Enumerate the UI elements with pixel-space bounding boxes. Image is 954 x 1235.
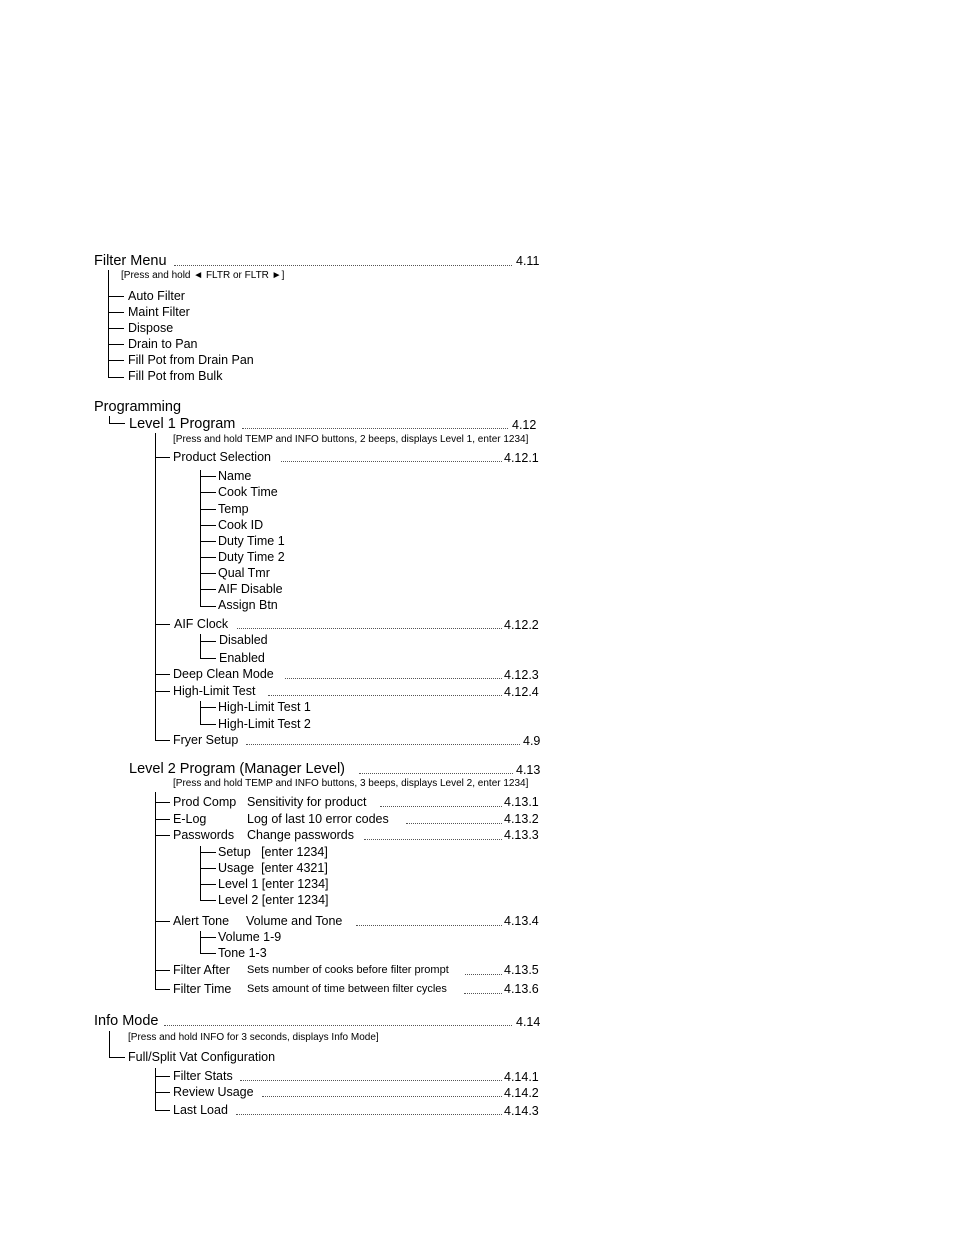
alert-tone-item: Tone 1-3 [218, 946, 267, 960]
tree-line [200, 931, 201, 954]
product-selection-page: 4.12.1 [504, 451, 539, 465]
leader-dots [236, 1114, 502, 1115]
leader-dots [268, 695, 502, 696]
elog-page: 4.13.2 [504, 812, 539, 826]
product-selection-item: Cook Time [218, 485, 278, 499]
tree-branch [200, 852, 216, 853]
level1-page: 4.12 [512, 418, 537, 432]
leader-dots [356, 925, 502, 926]
leader-dots [359, 773, 513, 774]
tree-branch [200, 525, 216, 526]
leader-dots [262, 1096, 502, 1097]
tree-branch [200, 953, 216, 954]
tree-line [155, 1068, 156, 1110]
level2-title: Level 2 Program (Manager Level) [129, 761, 345, 777]
alert-tone-desc: Volume and Tone [246, 914, 343, 928]
high-limit-item: High-Limit Test 2 [218, 717, 311, 731]
tree-branch [108, 328, 124, 329]
prod-comp-page: 4.13.1 [504, 795, 539, 809]
prod-comp-desc: Sensitivity for product [247, 795, 367, 809]
password-item: Setup [enter 1234] [218, 845, 328, 859]
fryer-setup-page: 4.9 [523, 734, 541, 748]
tree-branch [200, 476, 216, 477]
tree-branch [108, 296, 124, 297]
tree-line [200, 634, 201, 659]
filter-time-desc: Sets amount of time between filter cycles [247, 983, 447, 995]
tree-branch [108, 312, 124, 313]
passwords-label: Passwords [173, 828, 235, 842]
tree-branch [155, 819, 170, 820]
prod-comp-label: Prod Comp [173, 795, 237, 809]
tree-branch [155, 970, 170, 971]
filter-time-label: Filter Time [173, 982, 232, 996]
leader-dots [281, 461, 502, 462]
leader-dots [465, 974, 502, 975]
info-mode-page: 4.14 [516, 1015, 541, 1029]
tree-branch [155, 740, 170, 741]
filter-after-page: 4.13.5 [504, 963, 539, 977]
leader-dots [246, 744, 520, 745]
leader-dots [237, 628, 502, 629]
password-item: Usage [enter 4321] [218, 861, 328, 875]
tree-branch [200, 557, 216, 558]
leader-dots [380, 806, 502, 807]
tree-branch [200, 606, 216, 607]
tree-branch [109, 1057, 125, 1058]
filter-menu-item: Drain to Pan [128, 337, 198, 351]
level2-note: [Press and hold TEMP and INFO buttons, 3 beeps, displays Level 2, enter 1234] [173, 778, 529, 789]
tree-branch [155, 1092, 170, 1093]
filter-menu-page: 4.11 [516, 254, 540, 268]
tree-branch [108, 344, 124, 345]
tree-branch [200, 509, 216, 510]
product-selection-item: Qual Tmr [218, 566, 270, 580]
last-load-page: 4.14.3 [504, 1104, 539, 1118]
high-limit-label: High-Limit Test [173, 684, 256, 698]
alert-tone-item: Volume 1-9 [218, 930, 282, 944]
tree-branch [200, 658, 216, 659]
filter-stats-page: 4.14.1 [504, 1070, 539, 1084]
tree-branch [155, 1110, 170, 1111]
review-usage-page: 4.14.2 [504, 1086, 539, 1100]
filter-menu-item: Maint Filter [128, 305, 190, 319]
tree-line [109, 1031, 110, 1057]
tree-branch [155, 802, 170, 803]
filter-menu-title: Filter Menu [94, 253, 167, 269]
tree-branch [155, 1076, 170, 1077]
tree-branch [200, 937, 216, 938]
tree-branch [155, 989, 170, 990]
aif-clock-page: 4.12.2 [504, 618, 539, 632]
high-limit-page: 4.12.4 [504, 685, 539, 699]
tree-branch [200, 707, 216, 708]
tree-branch [200, 884, 216, 885]
aif-clock-label: AIF Clock [174, 617, 229, 631]
filter-menu-item: Fill Pot from Bulk [128, 369, 223, 383]
filter-time-page: 4.13.6 [504, 982, 539, 996]
fryer-setup-label: Fryer Setup [173, 733, 239, 747]
leader-dots [174, 265, 512, 266]
product-selection-item: Duty Time 1 [218, 534, 285, 548]
tree-line [155, 792, 156, 990]
tree-line [200, 846, 201, 901]
programming-title: Programming [94, 399, 182, 415]
tree-branch [155, 921, 170, 922]
filter-menu-item: Dispose [128, 321, 174, 335]
tree-branch [155, 624, 170, 625]
tree-branch [200, 492, 216, 493]
filter-menu-item: Fill Pot from Drain Pan [128, 353, 254, 367]
product-selection-item: AIF Disable [218, 582, 283, 596]
filter-stats-label: Filter Stats [173, 1069, 233, 1083]
tree-branch [200, 589, 216, 590]
alert-tone-label: Alert Tone [173, 914, 230, 928]
tree-branch [200, 541, 216, 542]
high-limit-item: High-Limit Test 1 [218, 700, 311, 714]
product-selection-item: Cook ID [218, 518, 264, 532]
filter-after-desc: Sets number of cooks before filter prompt [247, 964, 449, 976]
level1-note: [Press and hold TEMP and INFO buttons, 2 beeps, displays Level 1, enter 1234] [173, 434, 529, 445]
level1-title: Level 1 Program [129, 416, 236, 432]
aif-clock-item: Disabled [219, 633, 268, 647]
tree-line [155, 433, 156, 741]
leader-dots [164, 1025, 512, 1026]
tree-branch [200, 868, 216, 869]
tree-branch [200, 573, 216, 574]
alert-tone-page: 4.13.4 [504, 914, 539, 928]
tree-line [108, 270, 109, 378]
password-item: Level 1 [enter 1234] [218, 877, 329, 891]
deep-clean-label: Deep Clean Mode [173, 667, 274, 681]
filter-after-label: Filter After [173, 963, 230, 977]
filter-menu-item: Auto Filter [128, 289, 185, 303]
product-selection-item: Assign Btn [218, 598, 278, 612]
tree-branch [155, 835, 170, 836]
leader-dots [285, 678, 502, 679]
level2-page: 4.13 [516, 763, 541, 777]
tree-branch [155, 674, 170, 675]
leader-dots [464, 993, 502, 994]
info-mode-title: Info Mode [94, 1013, 159, 1029]
leader-dots [242, 428, 508, 429]
tree-line [200, 701, 201, 725]
tree-branch [155, 457, 170, 458]
tree-branch [200, 900, 216, 901]
aif-clock-item: Enabled [219, 651, 265, 665]
tree-line [200, 470, 201, 606]
leader-dots [406, 823, 502, 824]
filter-menu-note: [Press and hold ◄ FLTR or FLTR ►] [121, 270, 285, 281]
leader-dots [240, 1080, 502, 1081]
elog-label: E-Log [173, 812, 207, 826]
leader-dots [364, 839, 502, 840]
tree-branch [109, 423, 125, 424]
info-mode-config: Full/Split Vat Configuration [128, 1050, 276, 1064]
tree-branch [155, 691, 170, 692]
tree-branch [108, 377, 124, 378]
elog-desc: Log of last 10 error codes [247, 812, 389, 826]
password-item: Level 2 [enter 1234] [218, 893, 329, 907]
tree-branch [108, 360, 124, 361]
product-selection-item: Duty Time 2 [218, 550, 285, 564]
product-selection-item: Temp [218, 502, 249, 516]
product-selection-label: Product Selection [173, 450, 271, 464]
passwords-page: 4.13.3 [504, 828, 539, 842]
last-load-label: Last Load [173, 1103, 228, 1117]
passwords-desc: Change passwords [247, 828, 355, 842]
review-usage-label: Review Usage [173, 1085, 254, 1099]
tree-branch [200, 641, 216, 642]
product-selection-item: Name [218, 469, 252, 483]
deep-clean-page: 4.12.3 [504, 668, 539, 682]
tree-branch [200, 724, 216, 725]
info-mode-note: [Press and hold INFO for 3 seconds, displays Info Mode] [128, 1032, 379, 1043]
tree-line [109, 416, 110, 423]
